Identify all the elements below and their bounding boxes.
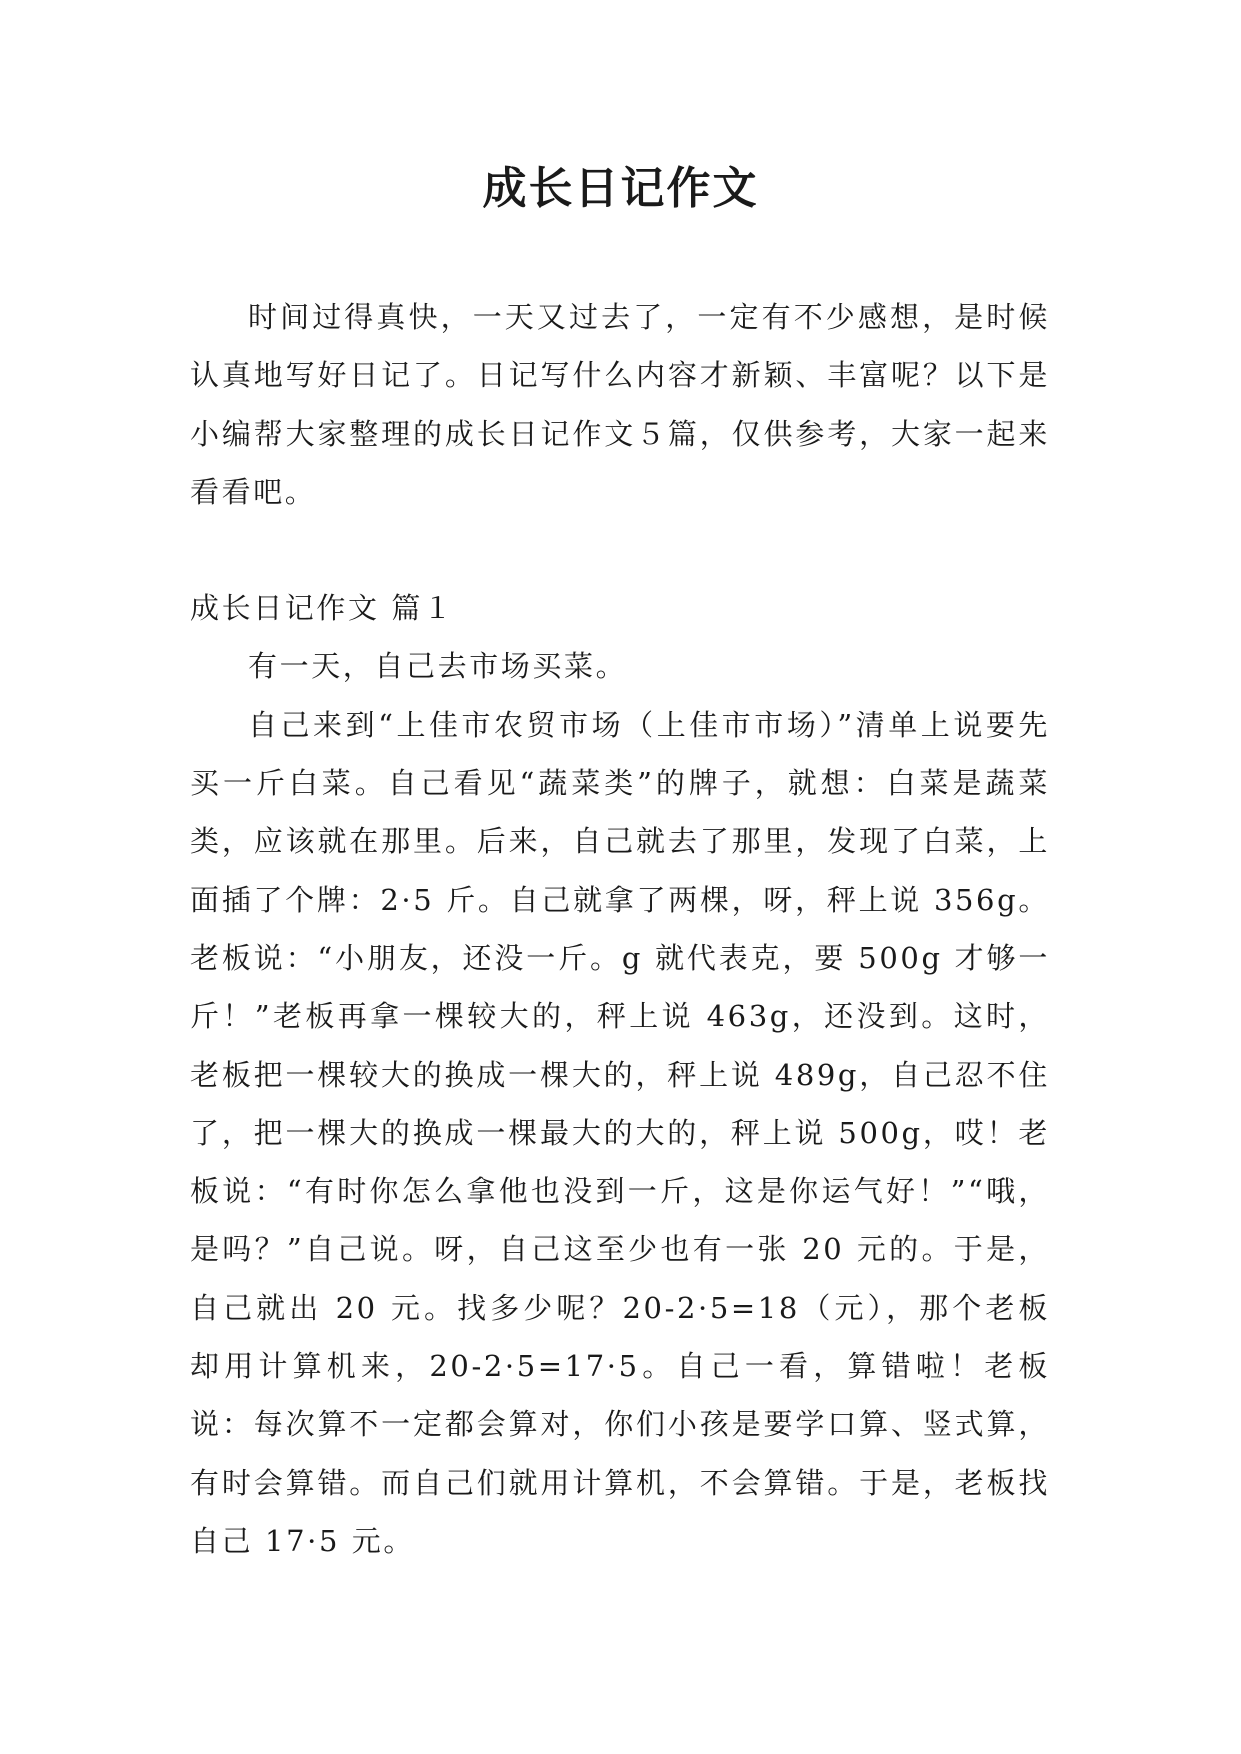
body-paragraph: 有一天，自己去市场买菜。 — [248, 649, 628, 684]
document-body — [190, 288, 1050, 1570]
intro-paragraph: 时间过得真快，一天又过去了，一定有不少感想，是时候认真地写好日记了。日记写什么内容才新颖、丰富呢？以下是小编帮大家整理的成长日记作文５篇，仅供参考，大家一起来看看吧。 — [190, 300, 1050, 509]
page-title: 成长日记作文 — [482, 163, 759, 214]
body-paragraph: 自己来到“上佳市农贸市场（上佳市市场）”清单上说要先买一斤白菜。自己看见“蔬菜类”的牌子，就想：白菜是蔬菜类，应该就在那里。后来，自己就去了那里，发现了白菜，上面插了个牌：2·5 斤。自己就拿了两棵，呀，秤上说 356g。老板说：“小朋友，还没一斤。g 就代表克，要 500g 才够一斤！”老板再拿一棵较大的，秤上说 463g，还没到。这时，老板把一棵较大的换成一棵大的，秤上说 489g，自己忍不住了，把一棵大的换成一棵最大的大的，秤上说 500g，哎！老板说：“有时你怎么拿他也没到一斤，这是你运气好！”“哦，是吗？”自己说。呀，自己这至少也有一张 20 元的。于是，自己就出 20 元。找多少呢？20-2·5=18（元），那个老板却用计算机来，20-2·5=17·5。自己一看，算错啦！老板说：每次算不一定都会算对，你们小孩是要学口算、竖式算，有时会算错。而自己们就用计算机，不会算错。于是，老板找自己 17·5 元。 — [190, 707, 1050, 1558]
section-1 — [190, 579, 1050, 1570]
section-heading: 成长日记作文 篇１ — [190, 591, 455, 626]
